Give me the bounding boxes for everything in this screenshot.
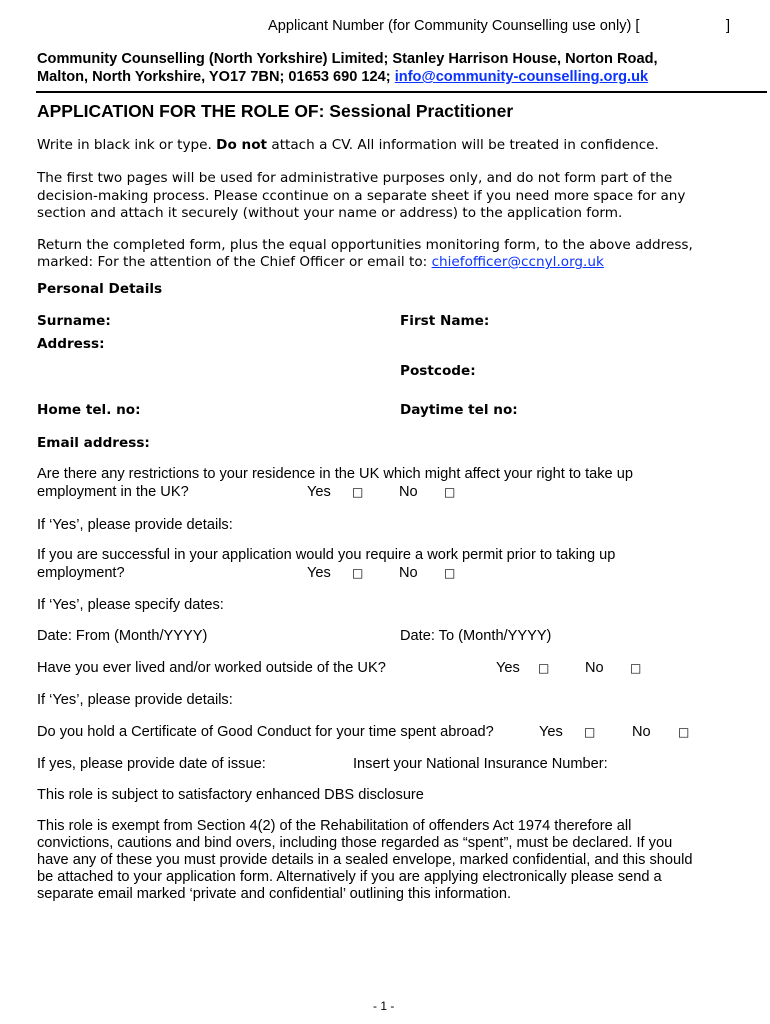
exemption-line2: convictions, cautions and bind overs, including those regarded as “spent”, must be declared. If you (37, 835, 673, 851)
q1-line1: Are there any restrictions to your residence in the UK which might affect your right to take up (37, 466, 633, 482)
page-title: APPLICATION FOR THE ROLE OF: Sessional Practitioner (37, 101, 514, 121)
exemption-line1: This role is exempt from Section 4(2) of the Rehabilitation of offenders Act 1974 therefore all (37, 818, 632, 834)
q1-no-label: No (399, 484, 418, 500)
applicant-number-label: Applicant Number (for Community Counselling use only) [ (268, 18, 640, 34)
intro-do-not: Do not (216, 137, 268, 153)
intro-p3-text: marked: For the attention of the Chief Officer or email to: (37, 254, 428, 270)
intro-p2-line1: The first two pages will be used for administrative purposes only, and do not form part of the (37, 170, 673, 186)
q2-yes-checkbox[interactable] (352, 565, 363, 582)
q2-line1: If you are successful in your application would you require a work permit prior to taking up (37, 547, 616, 563)
first-name-label: First Name: (400, 313, 490, 329)
q4-yes-label: Yes (539, 724, 563, 740)
q3-yes-label: Yes (496, 660, 520, 676)
applicant-number-bracket: ] (726, 18, 731, 34)
page-number: - 1 - (373, 999, 395, 1013)
org-address-line2 (37, 69, 648, 86)
q2-yes-label: Yes (307, 565, 331, 581)
q2-no-checkbox[interactable] (444, 565, 455, 582)
q3-no-checkbox[interactable] (630, 660, 641, 677)
surname-label: Surname: (37, 313, 111, 329)
org-email-link[interactable]: info@community-counselling.org.uk (394, 69, 649, 85)
q1-yes-checkbox[interactable] (352, 484, 363, 501)
q3-details-label: If ‘Yes’, please provide details: (37, 692, 233, 708)
q3-no-label: No (585, 660, 604, 676)
q4-no-checkbox[interactable] (678, 724, 689, 741)
exemption-line3: have any of these you must provide details in a sealed envelope, marked confidential, and this should (37, 852, 693, 868)
ni-number-label: Insert your National Insurance Number: (353, 756, 608, 772)
intro-p3-line2 (37, 254, 604, 270)
date-to-label: Date: To (Month/YYYY) (400, 628, 552, 644)
personal-details-heading: Personal Details (37, 281, 163, 297)
daytime-tel-label: Daytime tel no: (400, 402, 518, 418)
intro-p2-line3: section and attach it securely (without your name or address) to the application form. (37, 205, 623, 221)
home-tel-label: Home tel. no: (37, 402, 141, 418)
intro-text: Write in black ink or type. (37, 137, 212, 153)
q4-yes-checkbox[interactable] (584, 724, 595, 741)
q1-no-checkbox[interactable] (444, 484, 455, 501)
q3-yes-checkbox[interactable] (538, 660, 549, 677)
email-label: Email address: (37, 435, 150, 451)
chief-officer-email-link[interactable]: chiefofficer@ccnyl.org.uk (431, 254, 604, 270)
intro-text-cont: attach a CV. All information will be treated in confidence. (271, 137, 659, 153)
intro-paragraph-1 (37, 137, 659, 153)
org-address-text: Malton, North Yorkshire, YO17 7BN; 01653 690 124; (37, 69, 391, 85)
q4-no-label: No (632, 724, 651, 740)
intro-p2-line2: decision-making process. Please ccontinue on a separate sheet if you need more space for any (37, 188, 686, 204)
q1-yes-label: Yes (307, 484, 331, 500)
exemption-line5: separate email marked ‘private and confidential’ outlining this information. (37, 886, 512, 902)
q2-line2: employment? (37, 565, 125, 581)
address-label: Address: (37, 336, 105, 352)
header-divider (36, 91, 767, 93)
dbs-notice: This role is subject to satisfactory enhanced DBS disclosure (37, 787, 424, 803)
date-from-label: Date: From (Month/YYYY) (37, 628, 208, 644)
q2-dates-label: If ‘Yes’, please specify dates: (37, 597, 224, 613)
intro-p3-line1: Return the completed form, plus the equal opportunities monitoring form, to the above address, (37, 237, 693, 253)
q1-line2: employment in the UK? (37, 484, 189, 500)
date-of-issue-label: If yes, please provide date of issue: (37, 756, 266, 772)
q2-no-label: No (399, 565, 418, 581)
org-address-line1: Community Counselling (North Yorkshire) Limited; Stanley Harrison House, Norton Road, (37, 51, 658, 67)
q3-label: Have you ever lived and/or worked outside of the UK? (37, 660, 386, 676)
exemption-line4: be attached to your application form. Alternatively if you are applying electronically please send a (37, 869, 662, 885)
postcode-label: Postcode: (400, 363, 476, 379)
q4-label: Do you hold a Certificate of Good Conduct for your time spent abroad? (37, 724, 494, 740)
q1-details-label: If ‘Yes’, please provide details: (37, 517, 233, 533)
